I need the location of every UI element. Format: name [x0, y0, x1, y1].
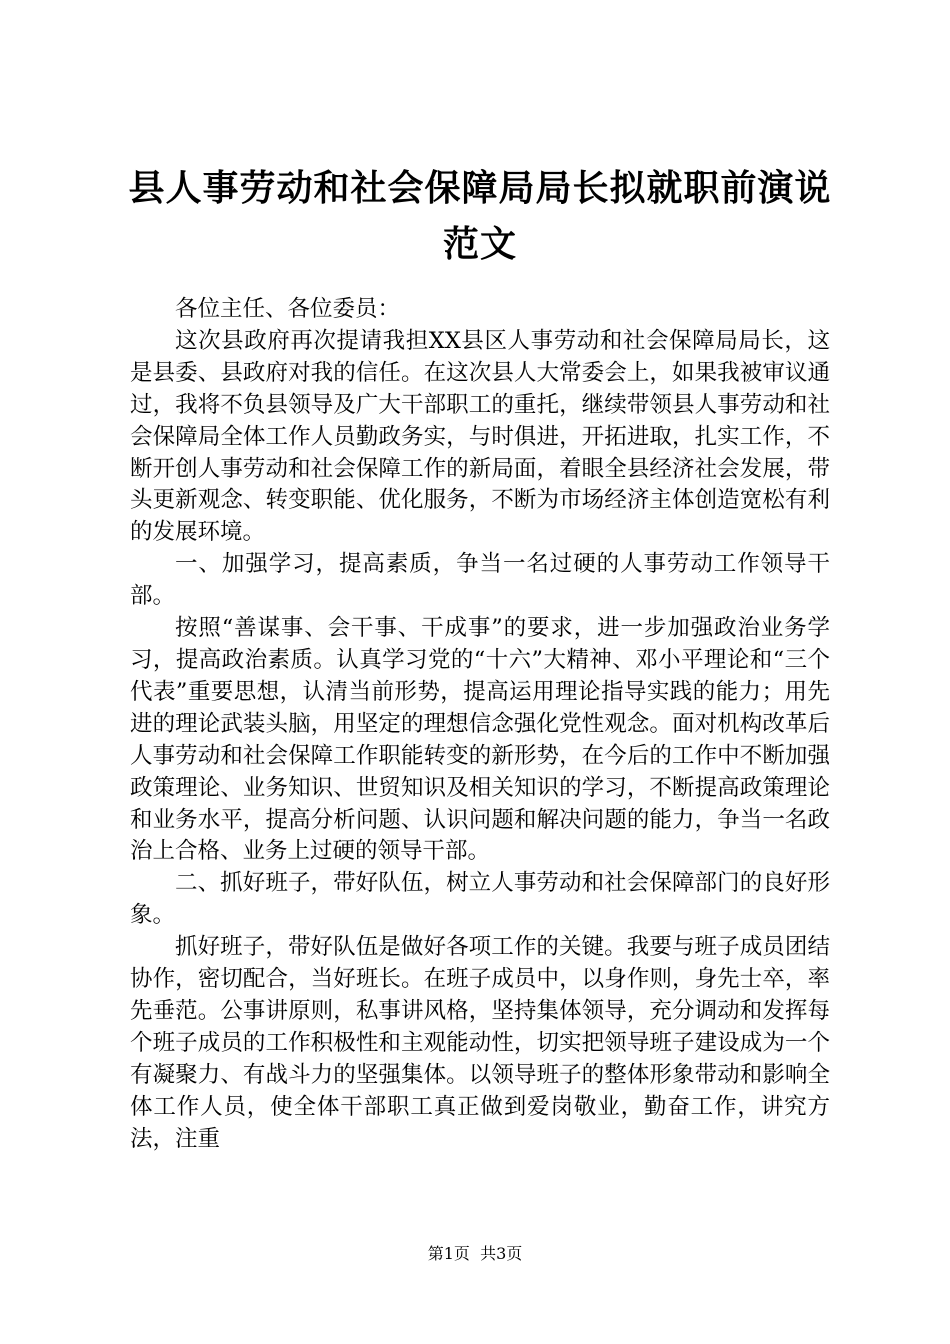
paragraph-section-1: 按照“善谋事、会干事、干成事”的要求，进一步加强政治业务学习，提高政治素质。认真学习党的“十六”大精神、邓小平理论和“三个代表”重要思想，认清当前形势，提高运用理论指导实践的能力；用先进的理论武装头脑，用坚定的理想信念强化党性观念。面对机构改革后人事劳动和社会保障工作职能转变的新形势，在今后的工作中不断加强政策理论、业务知识、世贸知识及相关知识的学习，不断提高政策理论和业务水平，提高分析问题、认识问题和解决问题的能力，争当一名政治上合格、业务上过硬的领导干部。	[130, 615, 830, 865]
salutation: 各位主任、各位委员：	[175, 296, 401, 322]
document-title: 县人事劳动和社会保障局局长拟就职前演说范文	[128, 167, 832, 265]
section-heading-2: 二、抓好班子，带好队伍，树立人事劳动和社会保障部门的良好形象。	[130, 870, 830, 929]
paragraph-intro: 这次县政府再次提请我担XX县区人事劳动和社会保障局局长，这是县委、县政府对我的信任。在这次县人大常委会上，如果我被审议通过，我将不负县领导及广大干部职工的重托，继续带领县人事劳动和社会保障局全体工作人员勤政务实，与时俱进，开拓进取，扎实工作，不断开创人事劳动和社会保障工作的新局面，着眼全县经济社会发展，带头更新观念、转变职能、优化服务，不断为市场经济主体创造宽松有利的发展环境。	[130, 327, 830, 546]
page-footer: 第1页 共3页	[427, 1244, 523, 1263]
section-heading-1: 一、加强学习，提高素质，争当一名过硬的人事劳动工作领导干部。	[130, 551, 830, 610]
paragraph-section-2: 抓好班子，带好队伍是做好各项工作的关键。我要与班子成员团结协作，密切配合，当好班长。在班子成员中，以身作则，身先士卒，率先垂范。公事讲原则，私事讲风格，坚持集体领导，充分调动和发挥每个班子成员的工作积极性和主观能动性，切实把领导班子建设成为一个有凝聚力、有战斗力的坚强集体。以领导班子的整体形象带动和影响全体工作人员，使全体干部职工真正做到爱岗敬业，勤奋工作，讲究方法，注重	[130, 934, 830, 1152]
document-body	[130, 294, 830, 1155]
